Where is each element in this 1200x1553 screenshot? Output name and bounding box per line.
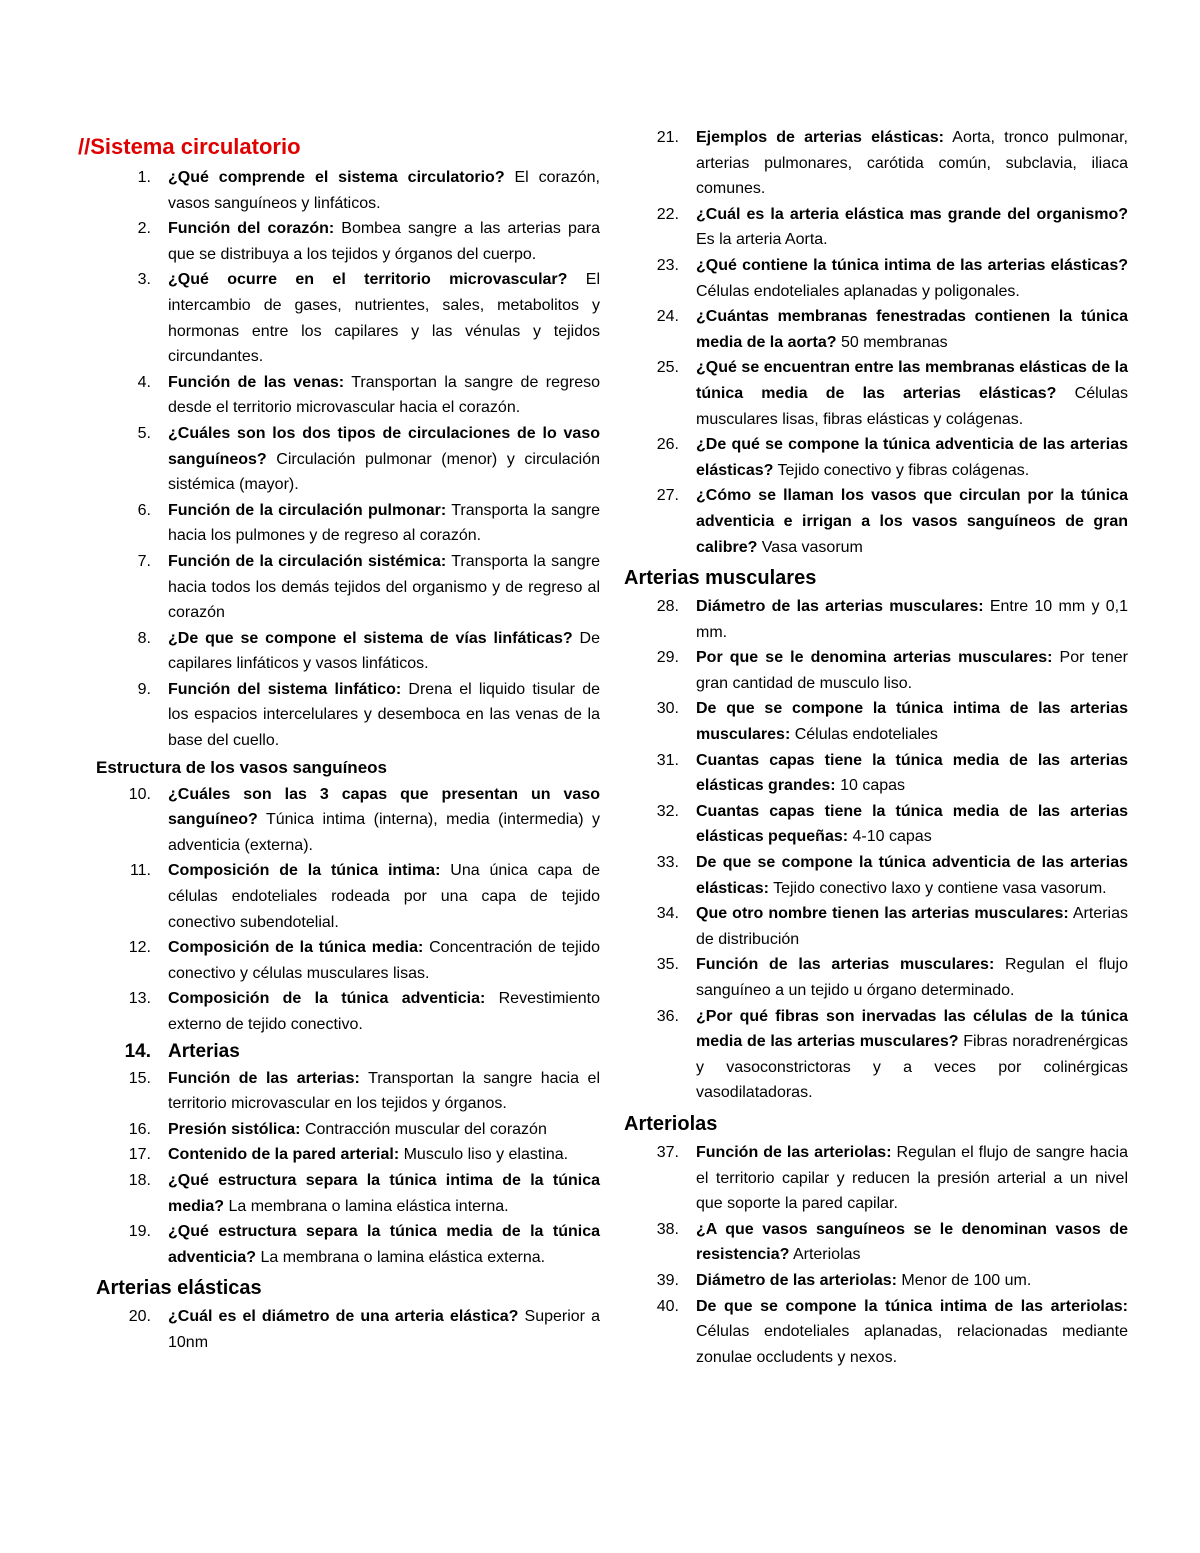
question-item bbox=[88, 370, 600, 421]
section-heading-arterias-elasticas: Arterias elásticas bbox=[96, 1277, 262, 1300]
question-text: ¿Cuáles son los dos tipos de circulaciones de lo vaso sanguíneos? bbox=[168, 424, 600, 468]
question-text: Función de las arterias musculares: bbox=[696, 956, 995, 974]
answer-text: Musculo liso y elastina. bbox=[399, 1146, 569, 1164]
question-item bbox=[616, 304, 1128, 355]
question-item bbox=[88, 498, 600, 549]
answer-text: Transportan la sangre de regreso desde el territorio microvascular hacia el corazón. bbox=[168, 373, 601, 417]
question-text: Composición de la túnica media: bbox=[168, 939, 424, 957]
question-item bbox=[88, 1168, 600, 1219]
item-number: 33. bbox=[656, 854, 679, 872]
answer-text: Por tener gran cantidad de musculo liso. bbox=[696, 649, 1128, 692]
question-text: De que se compone la túnica adventicia de las arterias elásticas: bbox=[696, 854, 1128, 897]
answer-text: Transporta la sangre hacia todos los demás tejidos del organismo y de regreso al corazón bbox=[168, 552, 601, 622]
answer-text: Entre 10 mm y 0,1 mm. bbox=[696, 598, 1128, 641]
answer-text: La membrana o lamina elástica externa. bbox=[256, 1248, 546, 1266]
question-list bbox=[616, 594, 1128, 1106]
question-item bbox=[616, 1140, 1128, 1217]
question-text: Por que se le denomina arterias musculares: bbox=[696, 649, 1053, 667]
answer-text: El intercambio de gases, nutrientes, sales, metabolitos y hormonas entre los capilares y las vénulas y tejidos circundantes. bbox=[168, 271, 600, 366]
item-number: 8. bbox=[137, 629, 151, 647]
item-number: 4. bbox=[137, 373, 151, 391]
item-number: 31. bbox=[656, 751, 679, 769]
answer-text: Células endoteliales aplanadas, relacionadas mediante zonulae occludents y nexos. bbox=[696, 1323, 1128, 1366]
left-column bbox=[78, 125, 601, 1356]
question-text: ¿Cuál es la arteria elástica mas grande del organismo? bbox=[696, 205, 1128, 223]
item-number: 18. bbox=[128, 1171, 151, 1189]
question-item bbox=[616, 696, 1128, 747]
answer-text: Drena el liquido tisular de los espacios intercelulares y desemboca en las venas de la base del cuello. bbox=[168, 680, 600, 750]
answer-text: Vasa vasorum bbox=[757, 538, 863, 556]
question-text: De que se compone la túnica intima de las arterias musculares: bbox=[696, 700, 1128, 744]
question-item bbox=[88, 1117, 600, 1143]
question-list bbox=[88, 1066, 600, 1271]
question-item bbox=[616, 1268, 1128, 1294]
question-item bbox=[616, 1217, 1128, 1268]
question-item bbox=[616, 355, 1128, 432]
answer-text: Concentración de tejido conectivo y células musculares lisas. bbox=[168, 939, 600, 982]
question-item bbox=[88, 1066, 600, 1117]
answer-text: Es la arteria Aorta. bbox=[696, 231, 828, 249]
answer-text: Células musculares lisas, fibras elásticas y colágenas. bbox=[696, 384, 1129, 428]
question-item bbox=[88, 986, 600, 1037]
item-number: 12. bbox=[128, 939, 151, 957]
answer-text: Regulan el flujo sanguíneo a un tejido u órgano determinado. bbox=[696, 956, 1128, 999]
item-number: 35. bbox=[656, 956, 679, 974]
item-number: 13. bbox=[128, 990, 151, 1008]
question-text: Composición de la túnica adventicia: bbox=[168, 990, 486, 1008]
item-number: 9. bbox=[137, 680, 151, 698]
question-text: Cuantas capas tiene la túnica media de las arterias elásticas pequeñas: bbox=[696, 802, 1128, 846]
question-item bbox=[616, 483, 1128, 560]
item-number: 40. bbox=[656, 1297, 679, 1315]
answer-text: 50 membranas bbox=[836, 333, 948, 351]
item-number: 16. bbox=[128, 1120, 151, 1138]
item-number: 25. bbox=[656, 359, 679, 377]
question-item bbox=[616, 253, 1128, 304]
question-text: Función de las venas: bbox=[168, 373, 345, 391]
question-item bbox=[616, 850, 1128, 901]
question-item bbox=[88, 1304, 600, 1355]
answer-text: Una única capa de células endoteliales rodeada por una capa de tejido conectivo subendotelial. bbox=[168, 862, 600, 931]
item-number: 14. bbox=[124, 1040, 151, 1062]
answer-text: Revestimiento externo de tejido conectivo. bbox=[168, 990, 600, 1033]
answer-text: Túnica intima (interna), media (intermedia) y adventicia (externa). bbox=[168, 811, 600, 854]
answer-text: Células endoteliales aplanadas y poligonales. bbox=[696, 282, 1020, 300]
question-list bbox=[88, 165, 600, 754]
question-text: ¿Por qué fibras son inervadas las células de la túnica media de las arterias musculares? bbox=[696, 1007, 1128, 1051]
item-number: 15. bbox=[128, 1069, 151, 1087]
answer-text: El corazón, vasos sanguíneos y linfáticos. bbox=[168, 169, 600, 212]
question-item bbox=[88, 858, 600, 935]
section-heading-arteriolas: Arteriolas bbox=[624, 1112, 718, 1135]
question-item bbox=[616, 1294, 1128, 1371]
item-number: 2. bbox=[137, 220, 151, 238]
question-list bbox=[616, 1140, 1128, 1370]
item-number: 11. bbox=[129, 862, 151, 880]
section-heading-estructura: Estructura de los vasos sanguíneos bbox=[96, 757, 387, 777]
question-text: Ejemplos de arterias elásticas: bbox=[696, 129, 945, 146]
question-text: ¿Cómo se llaman los vasos que circulan por la túnica adventicia e irrigan a los vasos sanguíneos de gran calibre? bbox=[696, 487, 1128, 556]
question-text: Función de la circulación pulmonar: bbox=[168, 501, 447, 519]
answer-text: Transporta la sangre hacia los pulmones y de regreso al corazón. bbox=[168, 501, 600, 545]
item-number: 37. bbox=[656, 1143, 679, 1161]
answer-text: Circulación pulmonar (menor) y circulación sistémica (mayor). bbox=[168, 450, 600, 494]
answer-text: Tejido conectivo y fibras colágenas. bbox=[773, 461, 1030, 479]
question-item bbox=[616, 202, 1128, 253]
question-text: De que se compone la túnica intima de las arteriolas: bbox=[696, 1297, 1128, 1315]
item-number: 21. bbox=[656, 129, 679, 146]
question-text: ¿Qué contiene la túnica intima de las arterias elásticas? bbox=[696, 256, 1128, 274]
item-number: 26. bbox=[656, 436, 679, 454]
item-number: 5. bbox=[137, 424, 151, 442]
item-number: 23. bbox=[656, 256, 679, 274]
section-heading-arterias bbox=[88, 1038, 600, 1066]
question-text: ¿De qué se compone la túnica adventicia de las arterias elásticas? bbox=[696, 436, 1128, 479]
question-list bbox=[616, 125, 1128, 560]
answer-text: 4-10 capas bbox=[848, 828, 932, 846]
question-text: Contenido de la pared arterial: bbox=[168, 1146, 400, 1164]
question-item bbox=[88, 782, 600, 859]
question-item bbox=[616, 748, 1128, 799]
item-number: 7. bbox=[137, 552, 151, 570]
question-item bbox=[616, 645, 1128, 696]
question-text: ¿Qué estructura separa la túnica media de la túnica adventicia? bbox=[168, 1223, 600, 1266]
answer-text: Transportan la sangre hacia el territorio microvascular en los tejidos y órganos. bbox=[168, 1069, 601, 1113]
item-number: 6. bbox=[137, 501, 151, 519]
question-item bbox=[616, 1004, 1128, 1106]
question-item bbox=[616, 799, 1128, 850]
answer-text: Arteriolas bbox=[789, 1246, 861, 1264]
item-number: 22. bbox=[656, 205, 679, 223]
item-number: 17. bbox=[128, 1146, 151, 1164]
question-text: Función del sistema linfático: bbox=[168, 680, 402, 698]
question-item bbox=[88, 165, 600, 216]
question-text: Función de las arteriolas: bbox=[696, 1143, 892, 1161]
question-item bbox=[88, 677, 600, 754]
question-text: ¿Cuáles son las 3 capas que presentan un vaso sanguíneo? bbox=[168, 785, 600, 829]
answer-text: Arterias de distribución bbox=[696, 905, 1129, 948]
question-text: ¿Qué estructura separa la túnica intima de la túnica media? bbox=[168, 1171, 600, 1215]
question-text: Diámetro de las arterias musculares: bbox=[696, 598, 984, 616]
question-item bbox=[616, 901, 1128, 952]
question-item bbox=[88, 549, 600, 626]
question-text: ¿Cuál es el diámetro de una arteria elástica? bbox=[168, 1308, 519, 1326]
question-text: Diámetro de las arteriolas: bbox=[696, 1271, 897, 1289]
question-text: Función de la circulación sistémica: bbox=[168, 552, 447, 570]
question-text: Presión sistólica: bbox=[168, 1120, 301, 1138]
answer-text: Regulan el flujo de sangre hacia el territorio capilar y reducen la presión arterial a un nivel que soporte la pared capilar. bbox=[696, 1143, 1129, 1213]
answer-text: La membrana o lamina elástica interna. bbox=[224, 1197, 509, 1215]
question-item bbox=[616, 125, 1128, 202]
item-number: 30. bbox=[656, 700, 679, 718]
question-text: Que otro nombre tienen las arterias musculares: bbox=[696, 905, 1069, 923]
question-item bbox=[88, 421, 600, 498]
question-text: ¿Qué se encuentran entre las membranas elásticas de la túnica media de las arterias elásticas? bbox=[696, 359, 1128, 402]
item-number: 10. bbox=[128, 785, 151, 803]
question-list bbox=[88, 782, 600, 1038]
arterias-heading-list bbox=[88, 1038, 600, 1066]
question-text: ¿A que vasos sanguíneos se le denominan vasos de resistencia? bbox=[696, 1220, 1128, 1264]
item-number: 34. bbox=[656, 905, 679, 923]
question-text: ¿Qué ocurre en el territorio microvascular? bbox=[168, 271, 568, 289]
item-number: 39. bbox=[656, 1271, 679, 1289]
item-number: 38. bbox=[656, 1220, 679, 1238]
answer-text: Células endoteliales bbox=[790, 726, 938, 744]
answer-text: Menor de 100 um. bbox=[896, 1271, 1032, 1289]
question-item bbox=[88, 1219, 600, 1270]
question-item bbox=[88, 267, 600, 369]
question-text: Cuantas capas tiene la túnica media de las arterias elásticas grandes: bbox=[696, 751, 1128, 795]
question-text: Función de las arterias: bbox=[168, 1069, 360, 1087]
answer-text: 10 capas bbox=[835, 777, 906, 795]
document-title: //Sistema circulatorio bbox=[78, 134, 301, 159]
question-text: Función del corazón: bbox=[168, 220, 335, 238]
item-number: 1. bbox=[137, 169, 151, 186]
item-number: 24. bbox=[656, 308, 679, 326]
item-number: 20. bbox=[128, 1308, 151, 1326]
question-item bbox=[616, 594, 1128, 645]
item-number: 32. bbox=[656, 802, 679, 820]
question-list bbox=[88, 1304, 600, 1355]
question-text: ¿Cuántas membranas fenestradas contienen la túnica media de la aorta? bbox=[696, 308, 1128, 351]
answer-text: Bombea sangre a las arterias para que se distribuya a los tejidos y órganos del cuerpo. bbox=[168, 220, 600, 263]
item-number: 27. bbox=[656, 487, 679, 505]
question-text: ¿De que se compone el sistema de vías linfáticas? bbox=[168, 629, 573, 647]
question-item bbox=[616, 432, 1128, 483]
question-text: ¿Qué comprende el sistema circulatorio? bbox=[168, 169, 505, 186]
item-number: 19. bbox=[128, 1223, 151, 1241]
answer-text: Aorta, tronco pulmonar, arterias pulmonares, carótida común, subclavia, iliaca comunes. bbox=[696, 129, 1128, 198]
question-text: Composición de la túnica intima: bbox=[168, 862, 441, 880]
answer-text: Tejido conectivo laxo y contiene vasa vasorum. bbox=[768, 879, 1107, 897]
item-number: 28. bbox=[656, 598, 679, 616]
answer-text: Superior a 10nm bbox=[168, 1308, 601, 1351]
question-item bbox=[88, 1142, 600, 1168]
section-heading-arterias-musculares: Arterias musculares bbox=[624, 567, 817, 590]
heading-text: Arterias bbox=[168, 1040, 240, 1062]
answer-text: Contracción muscular del corazón bbox=[300, 1120, 547, 1138]
right-column bbox=[616, 125, 1128, 1370]
question-item bbox=[88, 626, 600, 677]
item-number: 36. bbox=[656, 1007, 679, 1025]
answer-text: Fibras noradrenérgicas y vasoconstrictoras y a veces por colinérgicas vasodilatadoras. bbox=[696, 1033, 1129, 1102]
question-item bbox=[616, 952, 1128, 1003]
question-item bbox=[88, 935, 600, 986]
answer-text: De capilares linfáticos y vasos linfáticos. bbox=[168, 629, 601, 673]
question-item bbox=[88, 216, 600, 267]
item-number: 3. bbox=[137, 271, 151, 289]
item-number: 29. bbox=[656, 649, 679, 667]
